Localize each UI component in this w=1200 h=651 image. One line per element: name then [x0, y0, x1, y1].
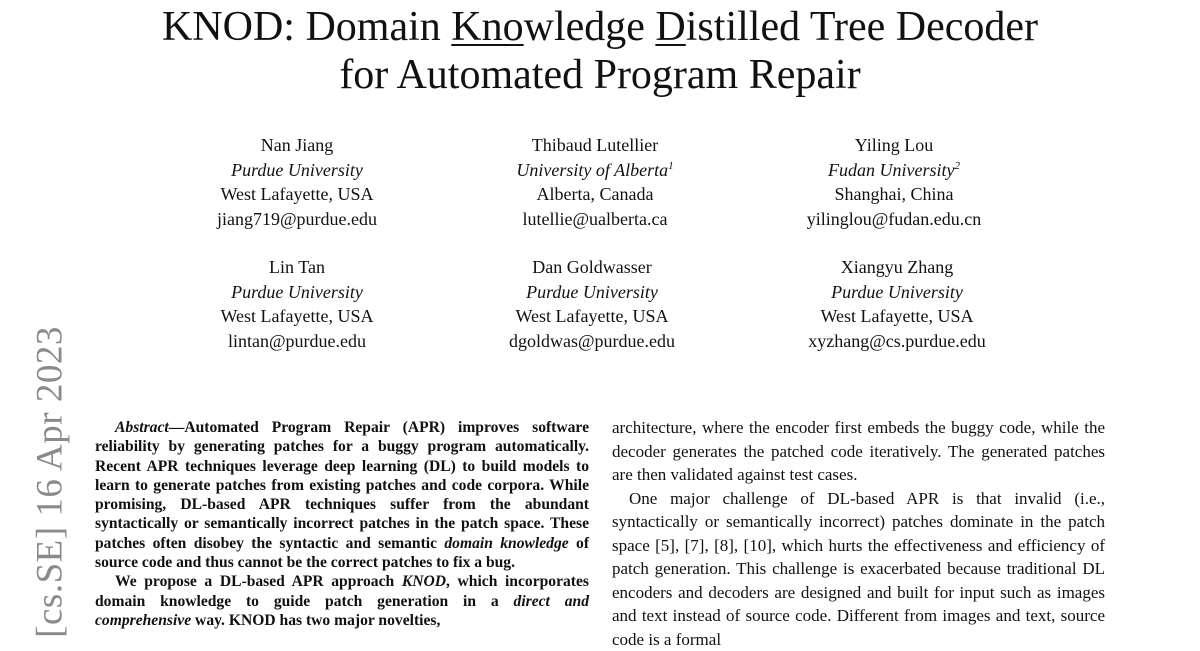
author-location: West Lafayette, USA	[747, 304, 1047, 329]
abstract-emphasis: KNOD	[402, 573, 446, 590]
author-block	[147, 255, 447, 353]
author-affiliation: Purdue University	[747, 280, 1047, 305]
author-name: Thibaud Lutellier	[445, 133, 745, 158]
author-location: Shanghai, China	[744, 182, 1044, 207]
paper-title-line-2: for Automated Program Repair	[0, 48, 1200, 102]
author-affiliation: Fudan University$^2$	[744, 158, 1044, 183]
title-segment: KNOD: Domain	[162, 4, 451, 50]
author-block	[147, 133, 447, 231]
author-name: Xiangyu Zhang	[747, 255, 1047, 280]
author-email: lintan@purdue.edu	[147, 329, 447, 354]
body-paragraph: One major challenge of DL-based APR is that invalid (i.e., syntactically or semantically incorrect) patches dominate in the patch space [5], [7], [8], [10], which hurts the effectiveness and efficiency of patch generation. This challenge is exacerbated because traditional DL encoders and decoders are designed and built for input such as images and text instead of source code. Different from images and text, source code is a formal	[612, 487, 1105, 651]
author-email: jiang719@purdue.edu	[147, 207, 447, 232]
author-name: Yiling Lou	[744, 133, 1044, 158]
title-segment: wledge	[524, 4, 656, 50]
abstract-label: Abstract	[115, 419, 169, 436]
author-email: xyzhang@cs.purdue.edu	[747, 329, 1047, 354]
author-email: lutellie@ualberta.ca	[445, 207, 745, 232]
author-location: Alberta, Canada	[445, 182, 745, 207]
title-underlined-d: D	[655, 4, 685, 50]
abstract-paragraph-1: Abstract—Automated Program Repair (APR) improves software reliability by generating patches for a buggy program automatically. Recent APR techniques leverage deep learning (DL) to build models to learn to generate patches from existing patches and code corpora. While promising, DL-based APR techniques suffer from the abundant syntactically or semantically incorrect patches in the patch space. These patches often disobey the syntactic and semantic domain knowledge of source code and thus cannot be the correct patches to fix a bug.	[95, 418, 589, 572]
author-name: Nan Jiang	[147, 133, 447, 158]
author-affiliation: Purdue University	[442, 280, 742, 305]
author-block	[445, 133, 745, 231]
author-affiliation: Purdue University	[147, 158, 447, 183]
author-affiliation: University of Alberta$^1$	[445, 158, 745, 183]
paper-title-line-1	[0, 0, 1200, 54]
author-block	[744, 133, 1044, 231]
body-column	[612, 416, 1105, 651]
abstract-emphasis: domain knowledge	[444, 535, 568, 552]
author-block	[747, 255, 1047, 353]
author-location: West Lafayette, USA	[442, 304, 742, 329]
title-underlined-kno: Kno	[451, 4, 523, 50]
author-email: dgoldwas@purdue.edu	[442, 329, 742, 354]
author-location: West Lafayette, USA	[147, 304, 447, 329]
abstract	[95, 418, 589, 630]
author-block	[442, 255, 742, 353]
abstract-paragraph-2: We propose a DL-based APR approach KNOD, which incorporates domain knowledge to guide patch generation in a direct and comprehensive way. KNOD has two major novelties,	[95, 572, 589, 630]
author-email: yilinglou@fudan.edu.cn	[744, 207, 1044, 232]
abstract-emphasis: direct and comprehensive	[95, 593, 589, 629]
title-segment: istilled Tree Decoder	[686, 4, 1038, 50]
author-location: West Lafayette, USA	[147, 182, 447, 207]
author-affiliation: Purdue University	[147, 280, 447, 305]
author-name: Lin Tan	[147, 255, 447, 280]
author-name: Dan Goldwasser	[442, 255, 742, 280]
arxiv-stamp: [cs.SE] 16 Apr 2023	[29, 326, 72, 638]
body-paragraph: architecture, where the encoder first embeds the buggy code, while the decoder generates the patched code iteratively. The generated patches are then validated against test cases.	[612, 416, 1105, 487]
